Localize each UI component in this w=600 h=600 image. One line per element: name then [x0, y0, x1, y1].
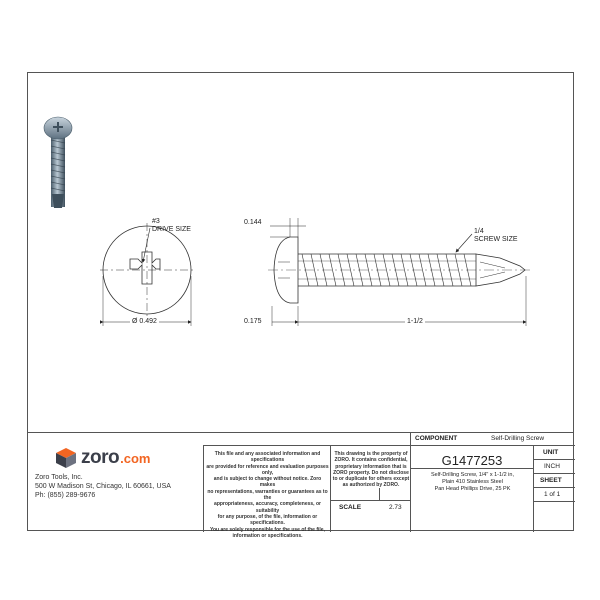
scale-value: 2.73 — [389, 504, 402, 511]
disclaimer-text: This file and any associated information and specifications are provided for reference and evaluation purposes only, and is subject to change without notice. Zoro makes no representations, warranties or guarantees as to the appropriateness, accuracy, completeness, or suitability for any purpose, of the file, information or specifications. You are solely responsible for the use of the file, information or specifications. — [206, 451, 329, 539]
property-notice-text: This drawing is the property of ZORO. It contains confidential, proprietary information that is ZORO property. Do not disclose to or duplicate for others except as authorized by ZORO. — [332, 451, 410, 489]
screw-side-view — [268, 237, 530, 303]
logo-name: zoro — [81, 447, 120, 468]
component-value: Self-Drilling Screw — [491, 435, 545, 442]
zoro-cube-icon — [55, 447, 77, 469]
head-height-value: 0.144 — [244, 219, 262, 226]
company-name: Zoro Tools, Inc. — [35, 474, 83, 481]
unit-label: UNIT — [543, 449, 559, 456]
unit-value: INCH — [544, 463, 560, 470]
drive-size-leader — [143, 228, 150, 262]
unit-sheet-cell — [533, 445, 574, 532]
sheet-label: SHEET — [540, 477, 562, 484]
screw-size-label: SCREW SIZE — [474, 236, 518, 243]
head-diameter-value: Ø 0.492 — [132, 318, 157, 325]
property-cell — [330, 445, 410, 532]
company-address: 500 W Madison St, Chicago, IL 60661, USA — [35, 483, 171, 490]
screw-size-leader — [456, 234, 472, 252]
length-value: 1-1/2 — [407, 318, 423, 325]
part-number: G1477253 — [441, 453, 503, 468]
part-description: Self-Drilling Screw, 1/4" x 1-1/2 in, Plain 410 Stainless Steel Pan Head Phillips Drive, 25 PK — [431, 472, 514, 492]
drill-point — [476, 254, 525, 286]
drive-depth-value: 0.175 — [244, 318, 262, 325]
screw-thumbnail-image — [44, 117, 72, 208]
scale-label: SCALE — [339, 504, 362, 511]
company-phone: Ph: (855) 289-9676 — [35, 492, 96, 499]
drive-size-number: #3 — [152, 218, 160, 225]
logo-domain: .com — [120, 450, 151, 466]
screw-size-number: 1/4 — [474, 228, 484, 235]
component-label: COMPONENT — [415, 435, 458, 442]
head-top-view — [100, 223, 194, 317]
title-block — [27, 432, 574, 539]
phillips-recess — [130, 252, 160, 284]
sheet-value: 1 of 1 — [544, 491, 561, 498]
drive-size-label: DRIVE SIZE — [152, 226, 191, 233]
thumb-drill-tip — [52, 194, 64, 208]
disclaimer-cell — [203, 445, 330, 539]
company-logo — [55, 447, 150, 469]
